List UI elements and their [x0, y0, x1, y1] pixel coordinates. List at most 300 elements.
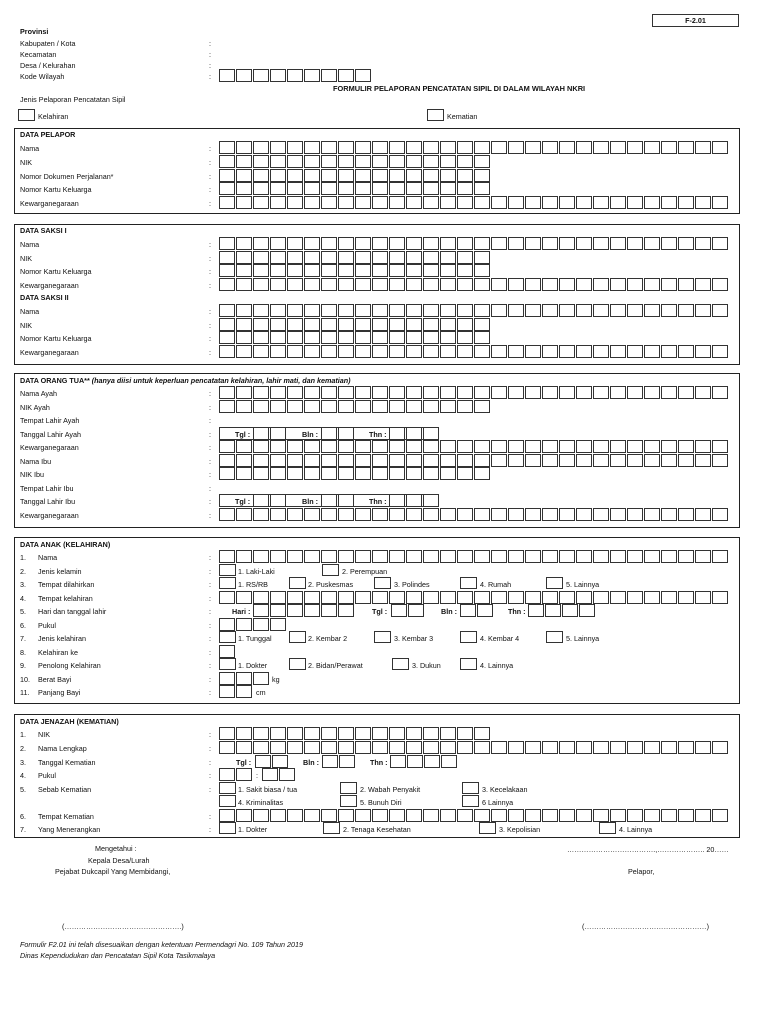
- input-cell[interactable]: [559, 237, 575, 250]
- input-cell[interactable]: [338, 155, 354, 168]
- input-cell[interactable]: [236, 304, 252, 317]
- ayah-nik-cells[interactable]: [219, 400, 491, 413]
- input-cell[interactable]: [678, 741, 694, 754]
- input-cell[interactable]: [457, 169, 473, 182]
- input-cell[interactable]: [457, 278, 473, 291]
- input-cell[interactable]: [474, 196, 490, 209]
- input-cell[interactable]: [304, 169, 320, 182]
- input-cell[interactable]: [321, 494, 337, 507]
- input-cell[interactable]: [678, 386, 694, 399]
- input-cell[interactable]: [389, 169, 405, 182]
- input-cell[interactable]: [372, 304, 388, 317]
- anak-nama-cells[interactable]: [219, 550, 729, 563]
- input-cell[interactable]: [440, 386, 456, 399]
- input-cell[interactable]: [321, 155, 337, 168]
- input-cell[interactable]: [287, 508, 303, 521]
- ibu-nik-cells[interactable]: [219, 467, 491, 480]
- input-cell[interactable]: [525, 141, 541, 154]
- input-cell[interactable]: [610, 278, 626, 291]
- input-cell[interactable]: [678, 196, 694, 209]
- input-cell[interactable]: [406, 809, 422, 822]
- input-cell[interactable]: [355, 318, 371, 331]
- input-cell[interactable]: [593, 550, 609, 563]
- input-cell[interactable]: [712, 454, 728, 467]
- input-cell[interactable]: [389, 331, 405, 344]
- jenazah-bln-cells[interactable]: [322, 755, 356, 768]
- input-cell[interactable]: [423, 727, 439, 740]
- input-cell[interactable]: [576, 196, 592, 209]
- jenazah-pukul-jam-cells[interactable]: [219, 768, 253, 781]
- input-cell[interactable]: [219, 69, 235, 82]
- input-cell[interactable]: [440, 155, 456, 168]
- input-cell[interactable]: [508, 454, 524, 467]
- input-cell[interactable]: [355, 386, 371, 399]
- input-cell[interactable]: [491, 196, 507, 209]
- input-cell[interactable]: [678, 550, 694, 563]
- input-cell[interactable]: [644, 278, 660, 291]
- input-cell[interactable]: [219, 182, 235, 195]
- input-cell[interactable]: [610, 550, 626, 563]
- input-cell[interactable]: [661, 508, 677, 521]
- input-cell[interactable]: [712, 591, 728, 604]
- input-cell[interactable]: [339, 755, 355, 768]
- input-cell[interactable]: [372, 182, 388, 195]
- input-cell[interactable]: [253, 604, 269, 617]
- input-cell[interactable]: [559, 278, 575, 291]
- input-cell[interactable]: [287, 550, 303, 563]
- input-cell[interactable]: [678, 237, 694, 250]
- anak-penolong-3-box[interactable]: [392, 658, 409, 670]
- input-cell[interactable]: [304, 237, 320, 250]
- input-cell[interactable]: [390, 755, 406, 768]
- input-cell[interactable]: [253, 454, 269, 467]
- input-cell[interactable]: [695, 304, 711, 317]
- input-cell[interactable]: [441, 755, 457, 768]
- input-cell[interactable]: [372, 591, 388, 604]
- input-cell[interactable]: [389, 440, 405, 453]
- input-cell[interactable]: [389, 454, 405, 467]
- input-cell[interactable]: [457, 454, 473, 467]
- input-cell[interactable]: [355, 550, 371, 563]
- saksi1-nama-cells[interactable]: [219, 237, 729, 250]
- input-cell[interactable]: [321, 727, 337, 740]
- input-cell[interactable]: [440, 741, 456, 754]
- input-cell[interactable]: [372, 508, 388, 521]
- input-cell[interactable]: [457, 345, 473, 358]
- input-cell[interactable]: [287, 741, 303, 754]
- sebab-2-box[interactable]: [340, 782, 357, 794]
- input-cell[interactable]: [253, 440, 269, 453]
- input-cell[interactable]: [559, 440, 575, 453]
- input-cell[interactable]: [321, 331, 337, 344]
- input-cell[interactable]: [304, 440, 320, 453]
- input-cell[interactable]: [474, 251, 490, 264]
- input-cell[interactable]: [389, 278, 405, 291]
- ibu-nama-cells[interactable]: [219, 454, 729, 467]
- input-cell[interactable]: [338, 550, 354, 563]
- sebab-1-box[interactable]: [219, 782, 236, 794]
- input-cell[interactable]: [355, 591, 371, 604]
- input-cell[interactable]: [491, 550, 507, 563]
- input-cell[interactable]: [627, 345, 643, 358]
- input-cell[interactable]: [406, 727, 422, 740]
- input-cell[interactable]: [389, 427, 405, 440]
- input-cell[interactable]: [389, 155, 405, 168]
- input-cell[interactable]: [457, 331, 473, 344]
- input-cell[interactable]: [610, 508, 626, 521]
- input-cell[interactable]: [338, 141, 354, 154]
- input-cell[interactable]: [236, 318, 252, 331]
- input-cell[interactable]: [355, 141, 371, 154]
- input-cell[interactable]: [304, 604, 320, 617]
- input-cell[interactable]: [576, 454, 592, 467]
- input-cell[interactable]: [253, 508, 269, 521]
- input-cell[interactable]: [644, 809, 660, 822]
- anak-penolong-4-box[interactable]: [460, 658, 477, 670]
- input-cell[interactable]: [253, 467, 269, 480]
- input-cell[interactable]: [406, 251, 422, 264]
- input-cell[interactable]: [389, 386, 405, 399]
- input-cell[interactable]: [423, 440, 439, 453]
- input-cell[interactable]: [338, 69, 354, 82]
- input-cell[interactable]: [236, 69, 252, 82]
- input-cell[interactable]: [304, 454, 320, 467]
- input-cell[interactable]: [270, 304, 286, 317]
- input-cell[interactable]: [321, 237, 337, 250]
- input-cell[interactable]: [389, 345, 405, 358]
- input-cell[interactable]: [406, 141, 422, 154]
- input-cell[interactable]: [389, 141, 405, 154]
- input-cell[interactable]: [627, 454, 643, 467]
- input-cell[interactable]: [457, 196, 473, 209]
- anak-jenis-5-box[interactable]: [546, 631, 563, 643]
- input-cell[interactable]: [542, 386, 558, 399]
- input-cell[interactable]: [355, 251, 371, 264]
- input-cell[interactable]: [236, 251, 252, 264]
- input-cell[interactable]: [219, 467, 235, 480]
- input-cell[interactable]: [355, 155, 371, 168]
- input-cell[interactable]: [287, 169, 303, 182]
- input-cell[interactable]: [270, 278, 286, 291]
- input-cell[interactable]: [253, 196, 269, 209]
- input-cell[interactable]: [321, 345, 337, 358]
- input-cell[interactable]: [525, 550, 541, 563]
- input-cell[interactable]: [236, 440, 252, 453]
- input-cell[interactable]: [272, 755, 288, 768]
- input-cell[interactable]: [321, 741, 337, 754]
- input-cell[interactable]: [695, 454, 711, 467]
- input-cell[interactable]: [253, 155, 269, 168]
- input-cell[interactable]: [338, 604, 354, 617]
- input-cell[interactable]: [627, 304, 643, 317]
- input-cell[interactable]: [236, 264, 252, 277]
- input-cell[interactable]: [644, 440, 660, 453]
- input-cell[interactable]: [542, 550, 558, 563]
- input-cell[interactable]: [477, 604, 493, 617]
- input-cell[interactable]: [338, 440, 354, 453]
- input-cell[interactable]: [661, 304, 677, 317]
- input-cell[interactable]: [423, 741, 439, 754]
- input-cell[interactable]: [627, 386, 643, 399]
- input-cell[interactable]: [219, 550, 235, 563]
- input-cell[interactable]: [474, 591, 490, 604]
- input-cell[interactable]: [508, 237, 524, 250]
- input-cell[interactable]: [695, 345, 711, 358]
- input-cell[interactable]: [389, 591, 405, 604]
- input-cell[interactable]: [355, 741, 371, 754]
- input-cell[interactable]: [408, 604, 424, 617]
- ayah-warga-cells[interactable]: [219, 440, 729, 453]
- input-cell[interactable]: [406, 196, 422, 209]
- input-cell[interactable]: [287, 237, 303, 250]
- input-cell[interactable]: [542, 345, 558, 358]
- input-cell[interactable]: [219, 304, 235, 317]
- input-cell[interactable]: [236, 169, 252, 182]
- input-cell[interactable]: [423, 345, 439, 358]
- input-cell[interactable]: [321, 508, 337, 521]
- input-cell[interactable]: [236, 155, 252, 168]
- input-cell[interactable]: [322, 755, 338, 768]
- input-cell[interactable]: [474, 345, 490, 358]
- input-cell[interactable]: [627, 196, 643, 209]
- input-cell[interactable]: [372, 454, 388, 467]
- saksi1-nik-cells[interactable]: [219, 251, 491, 264]
- input-cell[interactable]: [695, 237, 711, 250]
- input-cell[interactable]: [644, 386, 660, 399]
- input-cell[interactable]: [406, 278, 422, 291]
- input-cell[interactable]: [593, 278, 609, 291]
- input-cell[interactable]: [219, 508, 235, 521]
- input-cell[interactable]: [287, 155, 303, 168]
- input-cell[interactable]: [440, 440, 456, 453]
- input-cell[interactable]: [372, 809, 388, 822]
- input-cell[interactable]: [338, 809, 354, 822]
- input-cell[interactable]: [474, 550, 490, 563]
- anak-jk-1-box[interactable]: [219, 564, 236, 576]
- input-cell[interactable]: [559, 591, 575, 604]
- input-cell[interactable]: [236, 550, 252, 563]
- input-cell[interactable]: [695, 591, 711, 604]
- input-cell[interactable]: [457, 304, 473, 317]
- input-cell[interactable]: [508, 591, 524, 604]
- input-cell[interactable]: [440, 169, 456, 182]
- input-cell[interactable]: [406, 454, 422, 467]
- input-cell[interactable]: [236, 618, 252, 631]
- input-cell[interactable]: [661, 550, 677, 563]
- input-cell[interactable]: [270, 196, 286, 209]
- input-cell[interactable]: [440, 237, 456, 250]
- input-cell[interactable]: [508, 196, 524, 209]
- input-cell[interactable]: [593, 591, 609, 604]
- input-cell[interactable]: [338, 182, 354, 195]
- input-cell[interactable]: [236, 741, 252, 754]
- input-cell[interactable]: [661, 591, 677, 604]
- input-cell[interactable]: [321, 196, 337, 209]
- input-cell[interactable]: [610, 741, 626, 754]
- input-cell[interactable]: [712, 278, 728, 291]
- input-cell[interactable]: [406, 237, 422, 250]
- pelapor-kk-cells[interactable]: [219, 182, 491, 195]
- input-cell[interactable]: [542, 440, 558, 453]
- input-cell[interactable]: [695, 550, 711, 563]
- input-cell[interactable]: [542, 809, 558, 822]
- input-cell[interactable]: [262, 768, 278, 781]
- input-cell[interactable]: [389, 304, 405, 317]
- input-cell[interactable]: [253, 331, 269, 344]
- input-cell[interactable]: [321, 604, 337, 617]
- input-cell[interactable]: [372, 331, 388, 344]
- input-cell[interactable]: [270, 141, 286, 154]
- input-cell[interactable]: [423, 427, 439, 440]
- input-cell[interactable]: [491, 386, 507, 399]
- input-cell[interactable]: [287, 251, 303, 264]
- kelahiran-checkbox[interactable]: [18, 109, 35, 121]
- input-cell[interactable]: [712, 386, 728, 399]
- input-cell[interactable]: [576, 237, 592, 250]
- input-cell[interactable]: [304, 196, 320, 209]
- pelapor-nama-cells[interactable]: [219, 141, 729, 154]
- input-cell[interactable]: [355, 278, 371, 291]
- input-cell[interactable]: [627, 440, 643, 453]
- input-cell[interactable]: [644, 508, 660, 521]
- input-cell[interactable]: [270, 345, 286, 358]
- input-cell[interactable]: [576, 809, 592, 822]
- anak-jenis-3-box[interactable]: [374, 631, 391, 643]
- input-cell[interactable]: [440, 467, 456, 480]
- input-cell[interactable]: [304, 155, 320, 168]
- input-cell[interactable]: [270, 251, 286, 264]
- input-cell[interactable]: [474, 169, 490, 182]
- input-cell[interactable]: [355, 727, 371, 740]
- input-cell[interactable]: [508, 741, 524, 754]
- input-cell[interactable]: [236, 141, 252, 154]
- jenazah-tempat-cells[interactable]: [219, 809, 729, 822]
- input-cell[interactable]: [270, 386, 286, 399]
- input-cell[interactable]: [460, 604, 476, 617]
- input-cell[interactable]: [304, 467, 320, 480]
- input-cell[interactable]: [576, 304, 592, 317]
- input-cell[interactable]: [321, 251, 337, 264]
- input-cell[interactable]: [389, 237, 405, 250]
- input-cell[interactable]: [508, 345, 524, 358]
- input-cell[interactable]: [474, 741, 490, 754]
- input-cell[interactable]: [253, 169, 269, 182]
- input-cell[interactable]: [236, 809, 252, 822]
- input-cell[interactable]: [270, 264, 286, 277]
- input-cell[interactable]: [236, 591, 252, 604]
- input-cell[interactable]: [372, 440, 388, 453]
- saksi2-warga-cells[interactable]: [219, 345, 729, 358]
- input-cell[interactable]: [389, 494, 405, 507]
- input-cell[interactable]: [236, 400, 252, 413]
- input-cell[interactable]: [593, 196, 609, 209]
- sebab-5-box[interactable]: [340, 795, 357, 807]
- input-cell[interactable]: [457, 386, 473, 399]
- input-cell[interactable]: [525, 237, 541, 250]
- input-cell[interactable]: [644, 345, 660, 358]
- input-cell[interactable]: [559, 454, 575, 467]
- input-cell[interactable]: [219, 264, 235, 277]
- input-cell[interactable]: [355, 331, 371, 344]
- input-cell[interactable]: [610, 809, 626, 822]
- input-cell[interactable]: [644, 304, 660, 317]
- anak-jenis-1-box[interactable]: [219, 631, 236, 643]
- input-cell[interactable]: [661, 386, 677, 399]
- input-cell[interactable]: [219, 155, 235, 168]
- input-cell[interactable]: [270, 169, 286, 182]
- input-cell[interactable]: [406, 155, 422, 168]
- input-cell[interactable]: [287, 278, 303, 291]
- input-cell[interactable]: [372, 278, 388, 291]
- input-cell[interactable]: [440, 182, 456, 195]
- input-cell[interactable]: [440, 550, 456, 563]
- input-cell[interactable]: [338, 727, 354, 740]
- input-cell[interactable]: [712, 508, 728, 521]
- input-cell[interactable]: [270, 331, 286, 344]
- input-cell[interactable]: [219, 685, 235, 698]
- input-cell[interactable]: [695, 440, 711, 453]
- input-cell[interactable]: [304, 809, 320, 822]
- anak-tempat-4-box[interactable]: [460, 577, 477, 589]
- input-cell[interactable]: [253, 427, 269, 440]
- jenazah-thn-cells[interactable]: [390, 755, 458, 768]
- input-cell[interactable]: [219, 251, 235, 264]
- input-cell[interactable]: [406, 400, 422, 413]
- input-cell[interactable]: [304, 141, 320, 154]
- input-cell[interactable]: [661, 809, 677, 822]
- input-cell[interactable]: [508, 386, 524, 399]
- input-cell[interactable]: [406, 467, 422, 480]
- input-cell[interactable]: [338, 237, 354, 250]
- input-cell[interactable]: [355, 467, 371, 480]
- input-cell[interactable]: [474, 304, 490, 317]
- input-cell[interactable]: [287, 727, 303, 740]
- input-cell[interactable]: [253, 386, 269, 399]
- input-cell[interactable]: [525, 591, 541, 604]
- input-cell[interactable]: [389, 741, 405, 754]
- input-cell[interactable]: [440, 591, 456, 604]
- input-cell[interactable]: [270, 727, 286, 740]
- input-cell[interactable]: [389, 196, 405, 209]
- input-cell[interactable]: [474, 141, 490, 154]
- input-cell[interactable]: [253, 550, 269, 563]
- input-cell[interactable]: [678, 345, 694, 358]
- input-cell[interactable]: [695, 141, 711, 154]
- input-cell[interactable]: [338, 741, 354, 754]
- input-cell[interactable]: [525, 196, 541, 209]
- input-cell[interactable]: [321, 454, 337, 467]
- input-cell[interactable]: [338, 304, 354, 317]
- menerangkan-2-box[interactable]: [323, 822, 340, 834]
- input-cell[interactable]: [355, 69, 371, 82]
- input-cell[interactable]: [593, 440, 609, 453]
- input-cell[interactable]: [253, 591, 269, 604]
- input-cell[interactable]: [253, 278, 269, 291]
- input-cell[interactable]: [406, 169, 422, 182]
- input-cell[interactable]: [542, 237, 558, 250]
- input-cell[interactable]: [219, 591, 235, 604]
- input-cell[interactable]: [372, 196, 388, 209]
- anak-bln-cells[interactable]: [460, 604, 494, 617]
- input-cell[interactable]: [389, 809, 405, 822]
- input-cell[interactable]: [338, 508, 354, 521]
- input-cell[interactable]: [304, 182, 320, 195]
- input-cell[interactable]: [304, 264, 320, 277]
- input-cell[interactable]: [355, 809, 371, 822]
- input-cell[interactable]: [270, 494, 286, 507]
- input-cell[interactable]: [406, 494, 422, 507]
- input-cell[interactable]: [338, 318, 354, 331]
